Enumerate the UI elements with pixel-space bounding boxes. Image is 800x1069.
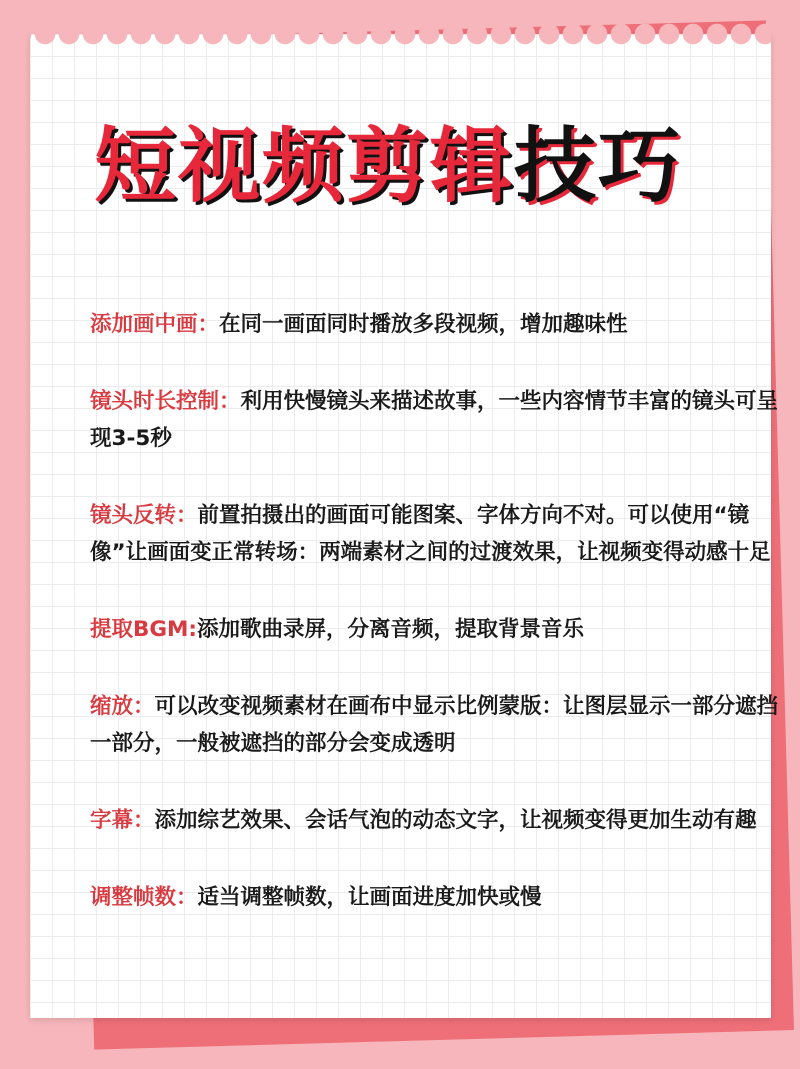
tip-shot-flip: [90, 497, 780, 571]
tip-label: 镜头反转：: [90, 503, 198, 528]
tip-text: 在同一画面同时播放多段视频，增加趣味性: [219, 312, 628, 337]
tips-list: [90, 306, 780, 956]
tip-frame-rate: [90, 879, 780, 916]
tip-text: 适当调整帧数，让画面进度加快或慢: [197, 885, 542, 910]
title-black-part: 技巧: [514, 119, 683, 214]
tip-zoom: [90, 688, 780, 762]
tip-label: 字幕：: [90, 808, 155, 833]
tip-text: 利用快慢镜头来描述故事，一些内容情节丰富的镜头可呈现3-5秒: [90, 389, 779, 451]
tip-text: 添加歌曲录屏，分离音频，提取背景音乐: [197, 617, 585, 642]
tip-shot-duration: [90, 383, 780, 457]
tip-text: 可以改变视频素材在画布中显示比例蒙版：让图层显示一部分遮挡一部分，一般被遮挡的部分会变成透明: [90, 694, 779, 756]
tip-subtitles: [90, 802, 780, 839]
tip-picture-in-picture: [90, 306, 780, 343]
torn-edge: [30, 23, 771, 45]
tip-label: 调整帧数：: [90, 885, 198, 910]
title-red-part: 短视频剪辑: [94, 119, 515, 214]
tip-label: 提取BGM:: [90, 617, 198, 642]
tip-text: 前置拍摄出的画面可能图案、字体方向不对。可以使用“镜像”让画面变正常转场：两端素材之间的过渡效果，让视频变得动感十足: [90, 503, 771, 565]
notebook-sheet: [30, 34, 779, 1018]
tip-label: 镜头时长控制：: [90, 389, 241, 414]
tip-extract-bgm: [90, 611, 780, 648]
tip-label: 缩放：: [90, 694, 155, 719]
page-title: [94, 119, 683, 214]
tip-label: 添加画中画：: [90, 312, 220, 337]
tip-text: 添加综艺效果、会话气泡的动态文字，让视频变得更加生动有趣: [154, 808, 757, 833]
